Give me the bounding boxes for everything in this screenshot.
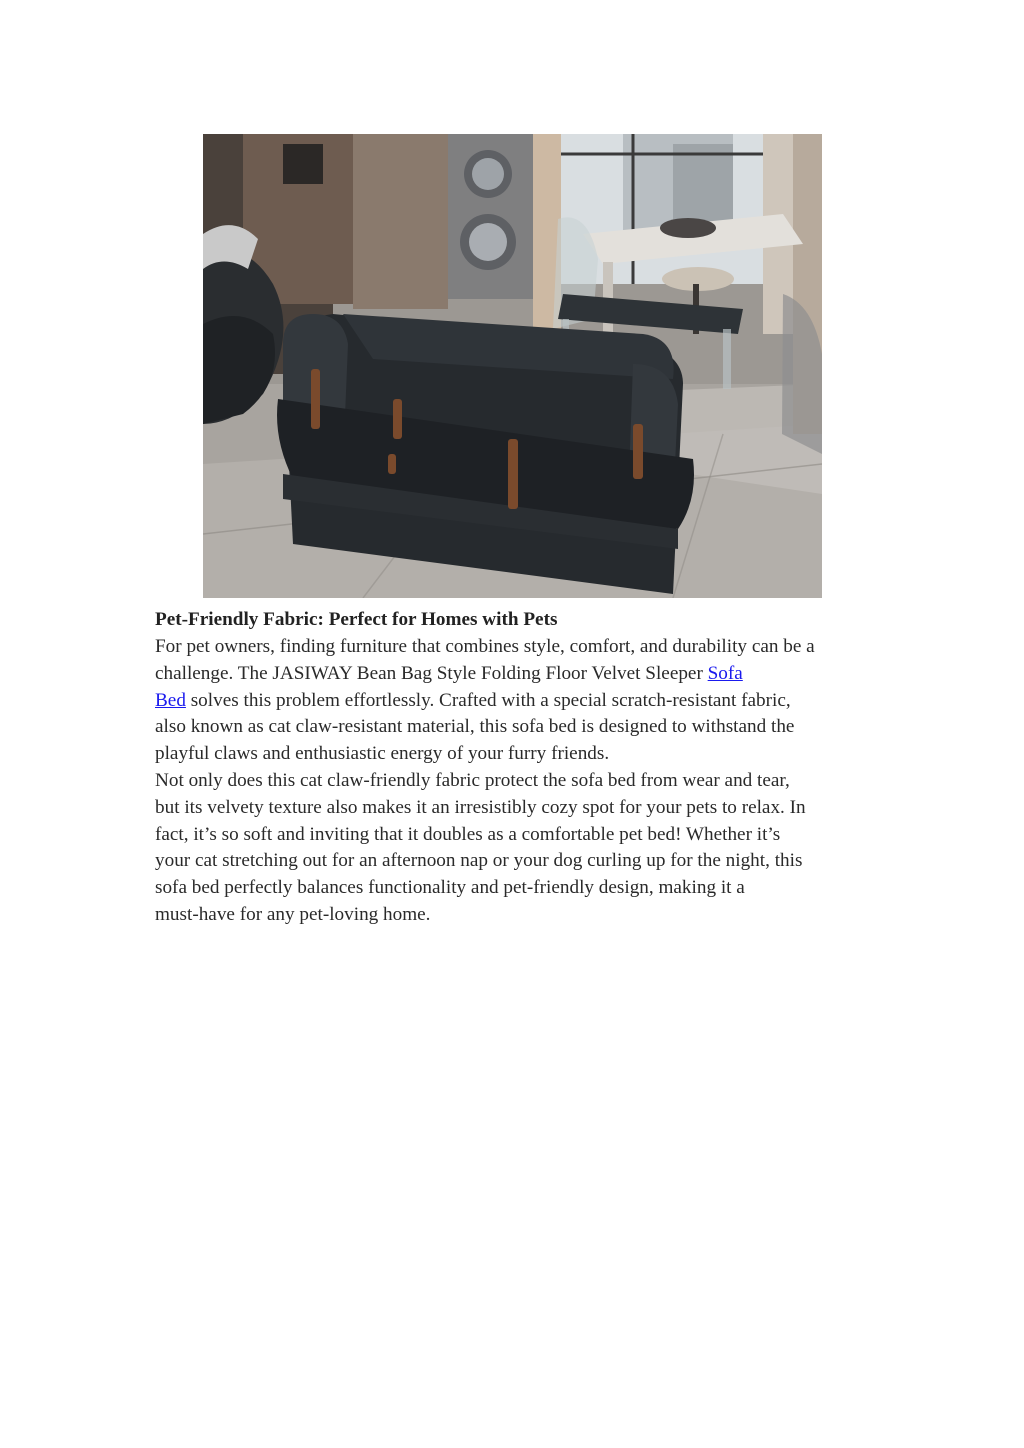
paragraph-1-line-4: also known as cat claw-resistant material, this sofa bed is designed to withstand the: [155, 716, 795, 738]
paragraph-1-line-1: For pet owners, finding furniture that combines style, comfort, and durability can be a: [155, 636, 815, 657]
paragraph-2-line-5: sofa bed perfectly balances functionality and pet-friendly design, making it a: [155, 877, 745, 899]
section-heading: Pet-Friendly Fabric: Perfect for Homes with Pets: [155, 609, 558, 630]
paragraph-2-line-1: Not only does this cat claw-friendly fabric protect the sofa bed from wear and tear,: [155, 769, 790, 791]
paragraph-1: [155, 634, 875, 768]
paragraph-2-line-6: must-have for any pet-loving home.: [155, 903, 431, 925]
paragraph-1-line-3-text: solves this problem effortlessly. Crafted with a special scratch-resistant fabric,: [185, 689, 791, 711]
paragraph-2-line-4: your cat stretching out for an afternoon nap or your dog curling up for the night, this: [155, 850, 803, 872]
article-body: [155, 606, 875, 929]
paragraph-1-line-5: playful claws and enthusiastic energy of your furry friends.: [155, 743, 610, 765]
sofa-bed-photo-illustration: [203, 134, 822, 598]
paragraph-1-line-3: [155, 688, 875, 715]
sofa-bed-link-part-2[interactable]: Bed: [155, 689, 186, 711]
paragraph-1-line-2: [155, 661, 875, 688]
paragraph-1-line-2-text: challenge. The JASIWAY Bean Bag Style Folding Floor Velvet Sleeper: [155, 662, 708, 684]
paragraph-2: [155, 768, 875, 929]
sofa-bed-link-part-1[interactable]: Sofa: [707, 662, 743, 684]
sofa-bed-photo: [203, 134, 822, 598]
paragraph-2-line-2: but its velvety texture also makes it an irresistibly cozy spot for your pets to relax. In: [155, 796, 806, 818]
paragraph-2-line-3: fact, it’s so soft and inviting that it doubles as a comfortable pet bed! Whether it’s: [155, 823, 781, 845]
